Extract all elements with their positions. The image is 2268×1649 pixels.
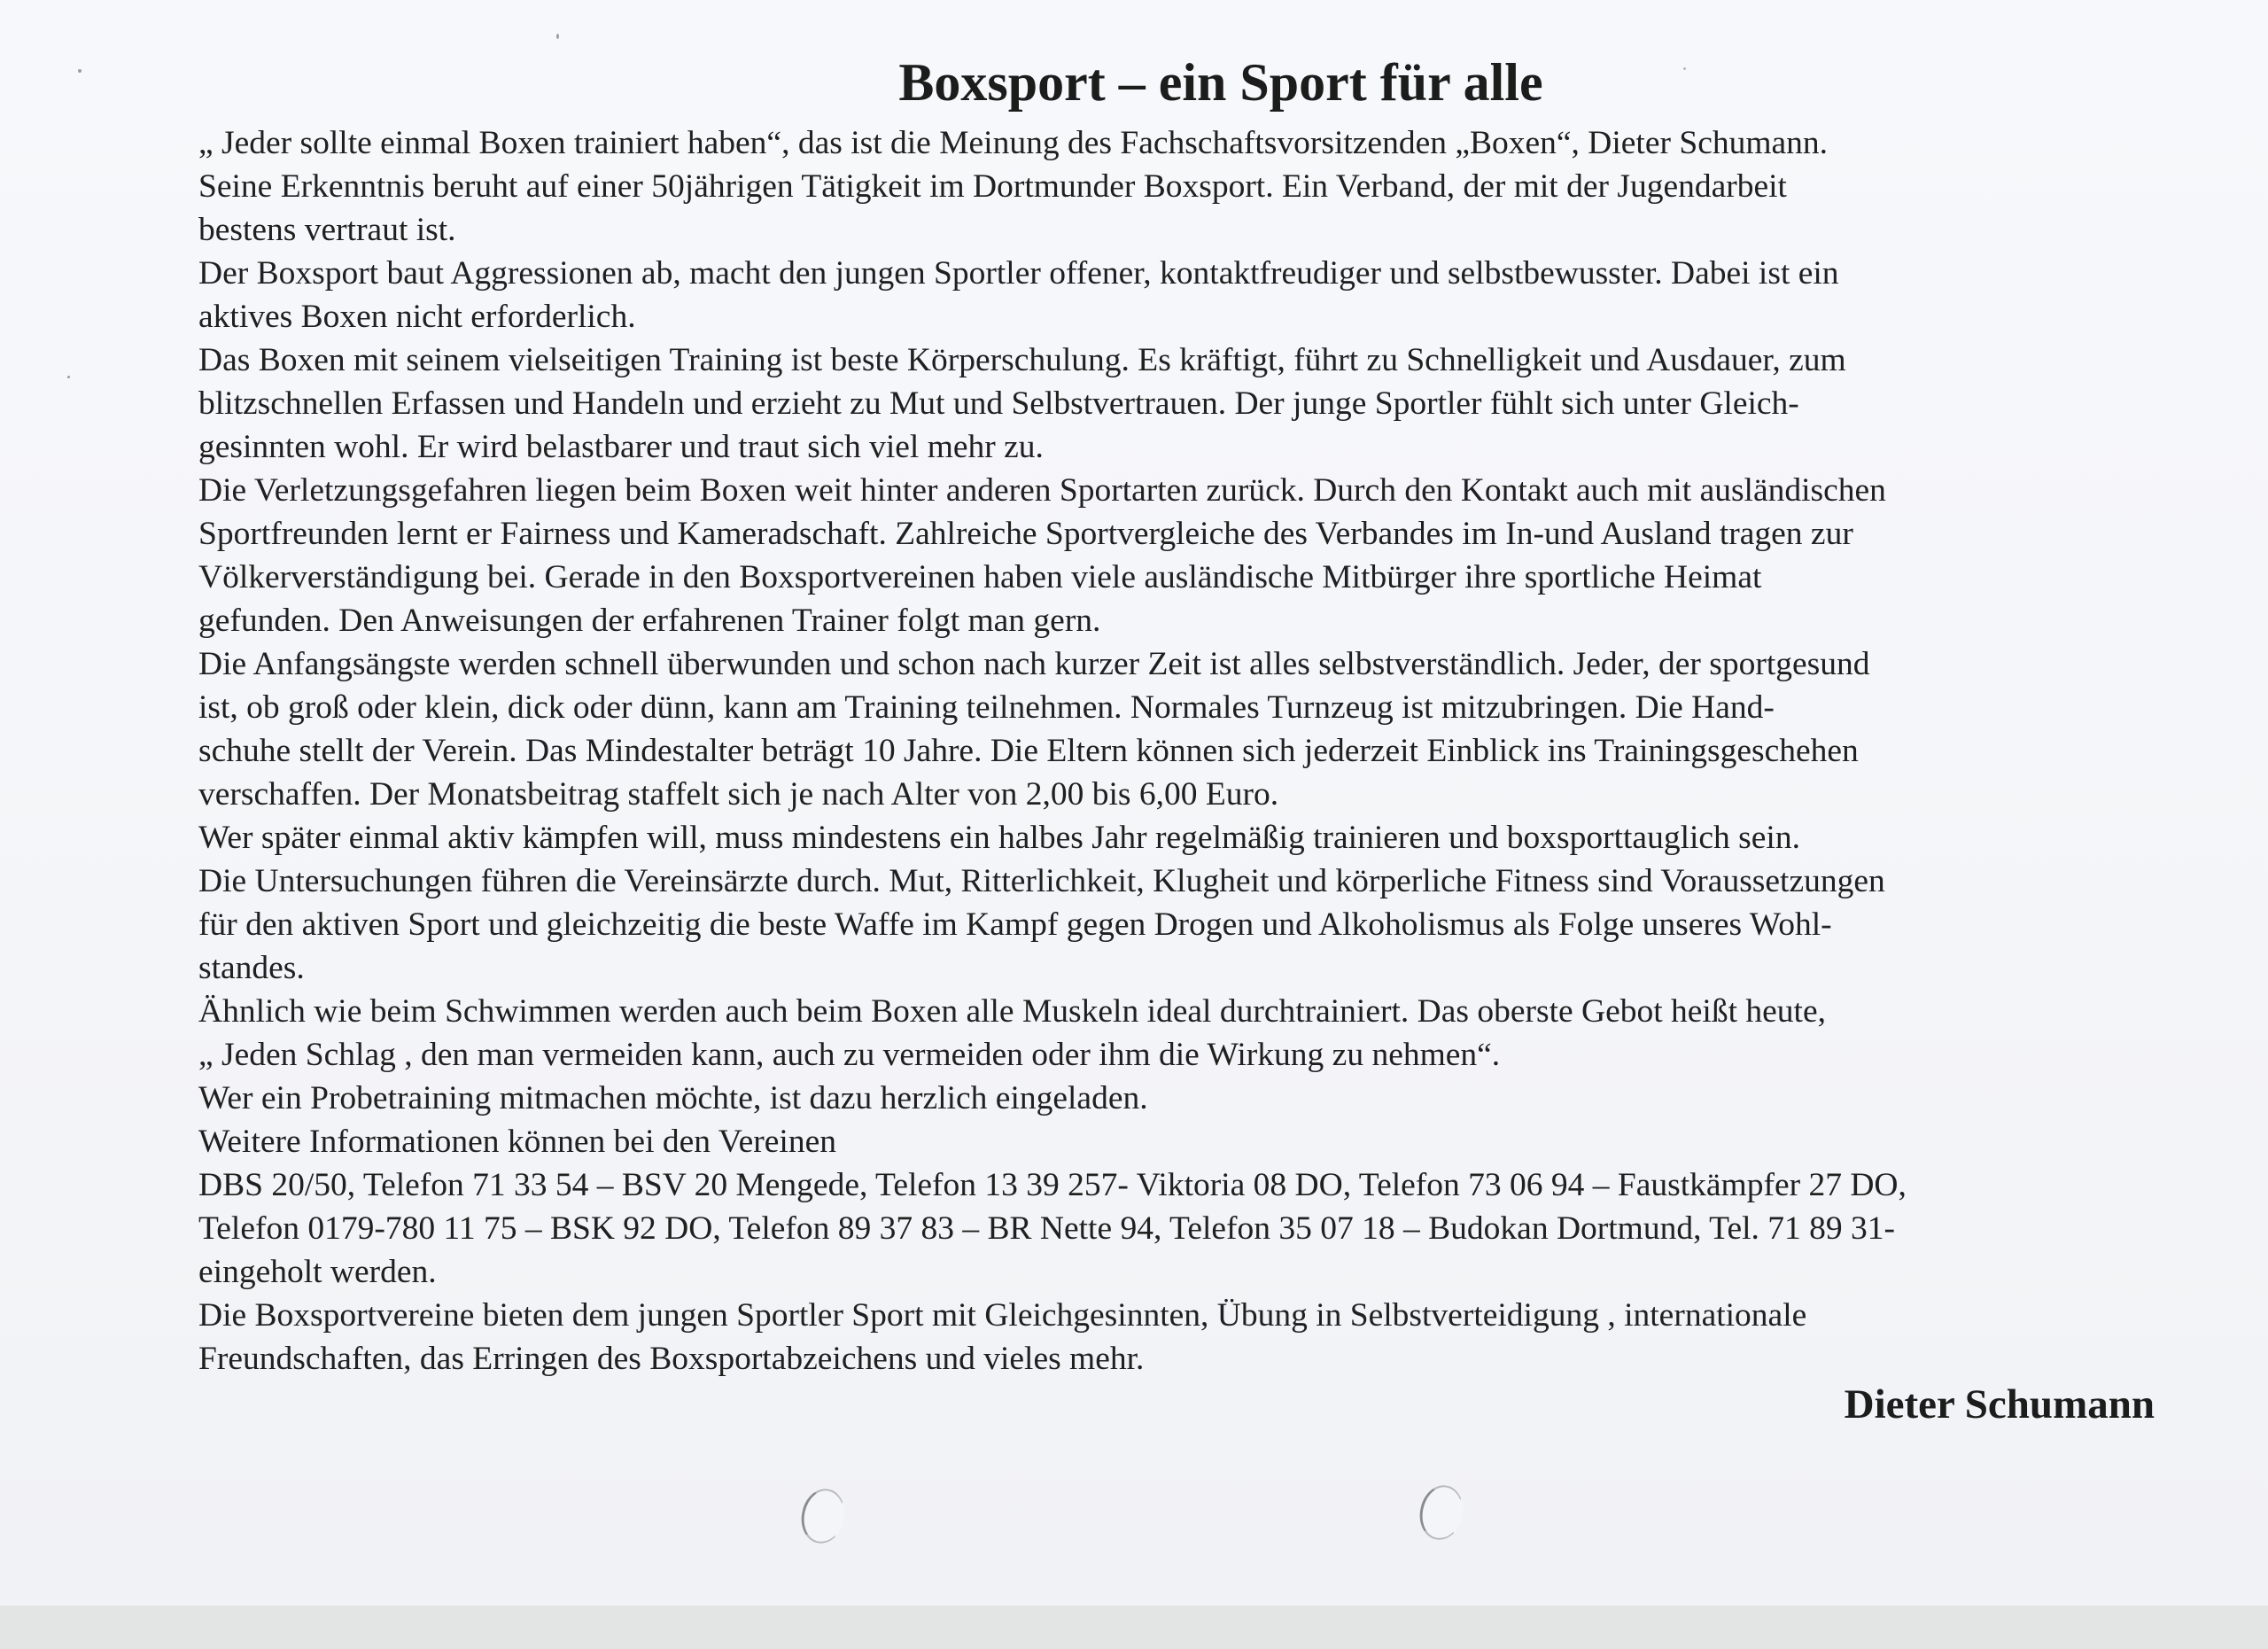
dust-speck — [67, 376, 70, 378]
dust-speck — [1683, 67, 1686, 70]
scan-background-strip — [0, 1606, 2268, 1649]
text-line: eingeholt werden. — [198, 1254, 437, 1290]
text-line: Wer ein Probetraining mitmachen möchte, ist dazu herzlich eingeladen. — [198, 1080, 1148, 1116]
punch-hole-right — [1415, 1482, 1468, 1544]
text-line: für den aktiven Sport und gleichzeitig die beste Waffe im Kampf gegen Drogen und Alkoholismus als Folge unseres Wohl- — [198, 906, 1832, 943]
author-signature: Dieter Schumann — [1844, 1381, 2155, 1427]
dust-speck — [78, 69, 82, 73]
text-line: Der Boxsport baut Aggressionen ab, macht den jungen Sportler offener, kontaktfreudiger und selbstbewusster. Dabei ist ein — [198, 255, 1839, 292]
text-line: verschaffen. Der Monatsbeitrag staffelt sich je nach Alter von 2,00 bis 6,00 Euro. — [198, 776, 1279, 813]
text-line: Das Boxen mit seinem vielseitigen Training ist beste Körperschulung. Es kräftigt, führt zu Schnelligkeit und Ausdauer, zum — [198, 342, 1846, 378]
text-line: Weitere Informationen können bei den Vereinen — [198, 1124, 836, 1160]
text-line: ist, ob groß oder klein, dick oder dünn, kann am Training teilnehmen. Normales Turnzeug ist mitzubringen. Die Hand- — [198, 689, 1775, 726]
text-line: Freundschaften, das Erringen des Boxsportabzeichens und vieles mehr. — [198, 1341, 1145, 1377]
text-line: DBS 20/50, Telefon 71 33 54 – BSV 20 Mengede, Telefon 13 39 257- Viktoria 08 DO, Telefon 73 06 94 – Faustkämpfer 27 DO, — [198, 1167, 1907, 1203]
text-line: Die Verletzungsgefahren liegen beim Boxen weit hinter anderen Sportarten zurück. Durch den Kontakt auch mit ausländischen — [198, 472, 1886, 509]
text-line: gefunden. Den Anweisungen der erfahrenen Trainer folgt man gern. — [198, 603, 1101, 639]
text-line: blitzschnellen Erfassen und Handeln und erzieht zu Mut und Selbstvertrauen. Der junge Sportler fühlt sich unter Gleich- — [198, 385, 1799, 422]
text-line: „ Jeden Schlag , den man vermeiden kann, auch zu vermeiden oder ihm die Wirkung zu nehmen“. — [198, 1037, 1501, 1073]
text-line: Ähnlich wie beim Schwimmen werden auch beim Boxen alle Muskeln ideal durchtrainiert. Das oberste Gebot heißt heute, — [198, 993, 1826, 1030]
text-line: Die Untersuchungen führen die Vereinsärzte durch. Mut, Ritterlichkeit, Klugheit und körperliche Fitness sind Voraussetzungen — [198, 863, 1885, 899]
text-line: „ Jeder sollte einmal Boxen trainiert haben“, das ist die Meinung des Fachschaftsvorsitzenden „Boxen“, Dieter Schumann. — [198, 125, 1829, 161]
text-line: Telefon 0179-780 11 75 – BSK 92 DO, Telefon 89 37 83 – BR Nette 94, Telefon 35 07 18 – Budokan Dortmund, Tel. 71 89 31- — [198, 1210, 1896, 1247]
text-line: aktives Boxen nicht erforderlich. — [198, 299, 636, 335]
text-line: bestens vertraut ist. — [198, 212, 456, 248]
text-line: gesinnten wohl. Er wird belastbarer und traut sich viel mehr zu. — [198, 429, 1044, 465]
text-line: Die Anfangsängste werden schnell überwunden und schon nach kurzer Zeit ist alles selbstverständlich. Jeder, der sportgesund — [198, 646, 1870, 682]
dust-speck — [556, 34, 559, 39]
text-line: standes. — [198, 950, 305, 986]
text-line: Völkerverständigung bei. Gerade in den Boxsportvereinen haben viele ausländische Mitbürger ihre sportliche Heimat — [198, 559, 1762, 595]
text-line: Wer später einmal aktiv kämpfen will, muss mindestens ein halbes Jahr regelmäßig trainieren und boxsporttauglich sein. — [198, 820, 1800, 856]
page-title: Boxsport – ein Sport für alle — [898, 53, 1543, 112]
punch-hole-left — [796, 1485, 850, 1548]
text-line: Die Boxsportvereine bieten dem jungen Sportler Sport mit Gleichgesinnten, Übung in Selbstverteidigung , internationale — [198, 1297, 1807, 1334]
text-line: schuhe stellt der Verein. Das Mindestalter beträgt 10 Jahre. Die Eltern können sich jederzeit Einblick ins Trainingsgeschehen — [198, 733, 1859, 769]
text-line: Seine Erkenntnis beruht auf einer 50jährigen Tätigkeit im Dortmunder Boxsport. Ein Verband, der mit der Jugendarbeit — [198, 168, 1787, 205]
text-line: Sportfreunden lernt er Fairness und Kameradschaft. Zahlreiche Sportvergleiche des Verbandes im In-und Ausland tragen zur — [198, 516, 1853, 552]
article-body — [198, 121, 2126, 1381]
